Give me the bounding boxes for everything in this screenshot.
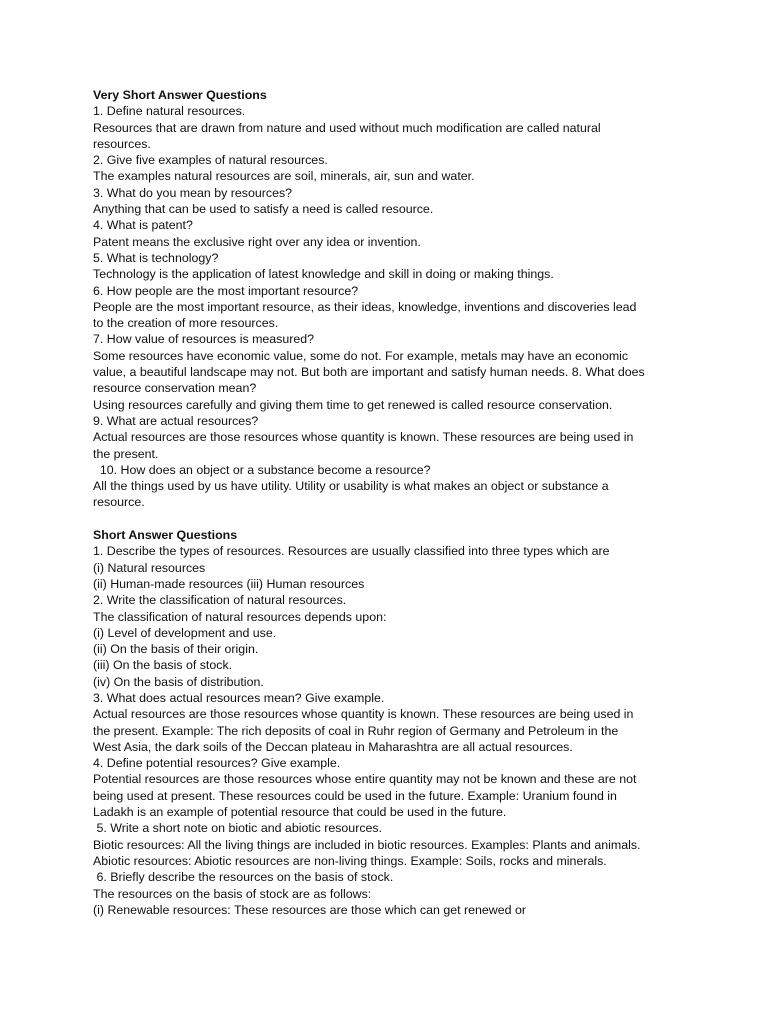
text-line: (i) Natural resources bbox=[93, 560, 206, 575]
text-line: 9. What are actual resources? bbox=[93, 413, 259, 428]
text-line: (iii) On the basis of stock. bbox=[93, 658, 233, 673]
text-line: (ii) Human-made resources (iii) Human resources bbox=[93, 576, 365, 591]
text-line: 4. Define potential resources? Give example. bbox=[93, 756, 341, 771]
text-line: 3. What does actual resources mean? Give example. bbox=[93, 690, 385, 705]
text-line: the present. Example: The rich deposits of coal in Ruhr region of Germany and Petroleum in the bbox=[93, 723, 619, 738]
section-short-answers bbox=[93, 527, 693, 918]
section-heading: Short Answer Questions bbox=[93, 528, 238, 543]
text-line: 1. Describe the types of resources. Resources are usually classified into three types which are bbox=[93, 544, 610, 559]
text-line: Actual resources are those resources whose quantity is known. These resources are being used in bbox=[93, 430, 634, 445]
text-line: People are the most important resource, as their ideas, knowledge, inventions and discoveries lead bbox=[93, 299, 637, 314]
text-line: 1. Define natural resources. bbox=[93, 104, 246, 119]
text-line: Ladakh is an example of potential resource that could be used in the future. bbox=[93, 805, 507, 820]
text-line: the present. bbox=[93, 446, 159, 461]
text-line: being used at present. These resources could be used in the future. Example: Uranium found in bbox=[93, 788, 617, 803]
text-line: 2. Write the classification of natural resources. bbox=[93, 593, 347, 608]
section-very-short-answers bbox=[93, 87, 693, 511]
document-page bbox=[93, 87, 693, 918]
text-line: The resources on the basis of stock are as follows: bbox=[93, 886, 372, 901]
text-line: The classification of natural resources depends upon: bbox=[93, 609, 387, 624]
section-heading: Very Short Answer Questions bbox=[93, 88, 267, 102]
text-line: (ii) On the basis of their origin. bbox=[93, 642, 259, 657]
text-line: to the creation of more resources. bbox=[93, 316, 279, 331]
text-line: resource conservation mean? bbox=[93, 381, 257, 396]
text-line: (i) Level of development and use. bbox=[93, 625, 277, 640]
text-line: resource. bbox=[93, 495, 145, 510]
text-line: Some resources have economic value, some do not. For example, metals may have an economic bbox=[93, 348, 629, 363]
text-line: 10. How does an object or a substance become a resource? bbox=[93, 462, 431, 477]
section-body bbox=[93, 103, 693, 510]
text-line: 6. Briefly describe the resources on the basis of stock. bbox=[93, 870, 394, 885]
text-line: Abiotic resources: Abiotic resources are non-living things. Example: Soils, rocks and minerals. bbox=[93, 853, 607, 868]
text-line: (i) Renewable resources: These resources are those which can get renewed or bbox=[93, 902, 526, 917]
text-line: The examples natural resources are soil, minerals, air, sun and water. bbox=[93, 169, 475, 184]
text-line: 4. What is patent? bbox=[93, 218, 193, 233]
text-line: Actual resources are those resources whose quantity is known. These resources are being used in bbox=[93, 707, 634, 722]
text-line: 5. What is technology? bbox=[93, 250, 219, 265]
text-line: value, a beautiful landscape may not. But both are important and satisfy human needs. 8. What does bbox=[93, 365, 645, 380]
text-line: Patent means the exclusive right over any idea or invention. bbox=[93, 234, 421, 249]
text-line: 2. Give five examples of natural resources. bbox=[93, 153, 328, 168]
text-line: Using resources carefully and giving them time to get renewed is called resource conservation. bbox=[93, 397, 613, 412]
text-line: Potential resources are those resources whose entire quantity may not be known and these are not bbox=[93, 772, 637, 787]
text-line: Biotic resources: All the living things are included in biotic resources. Examples: Plants and animals. bbox=[93, 837, 641, 852]
text-line: 3. What do you mean by resources? bbox=[93, 185, 293, 200]
text-line: Resources that are drawn from nature and used without much modification are called natural bbox=[93, 120, 601, 135]
text-line: Technology is the application of latest knowledge and skill in doing or making things. bbox=[93, 267, 554, 282]
text-line: West Asia, the dark soils of the Deccan plateau in Maharashtra are all actual resources. bbox=[93, 739, 573, 754]
text-line: 7. How value of resources is measured? bbox=[93, 332, 315, 347]
text-line: 6. How people are the most important resource? bbox=[93, 283, 359, 298]
text-line: resources. bbox=[93, 136, 151, 151]
section-gap bbox=[93, 511, 693, 527]
section-body bbox=[93, 543, 693, 918]
text-line: Anything that can be used to satisfy a need is called resource. bbox=[93, 202, 434, 217]
text-line: 5. Write a short note on biotic and abiotic resources. bbox=[93, 821, 383, 836]
text-line: All the things used by us have utility. Utility or usability is what makes an object or substance a bbox=[93, 479, 609, 494]
text-line: (iv) On the basis of distribution. bbox=[93, 674, 264, 689]
